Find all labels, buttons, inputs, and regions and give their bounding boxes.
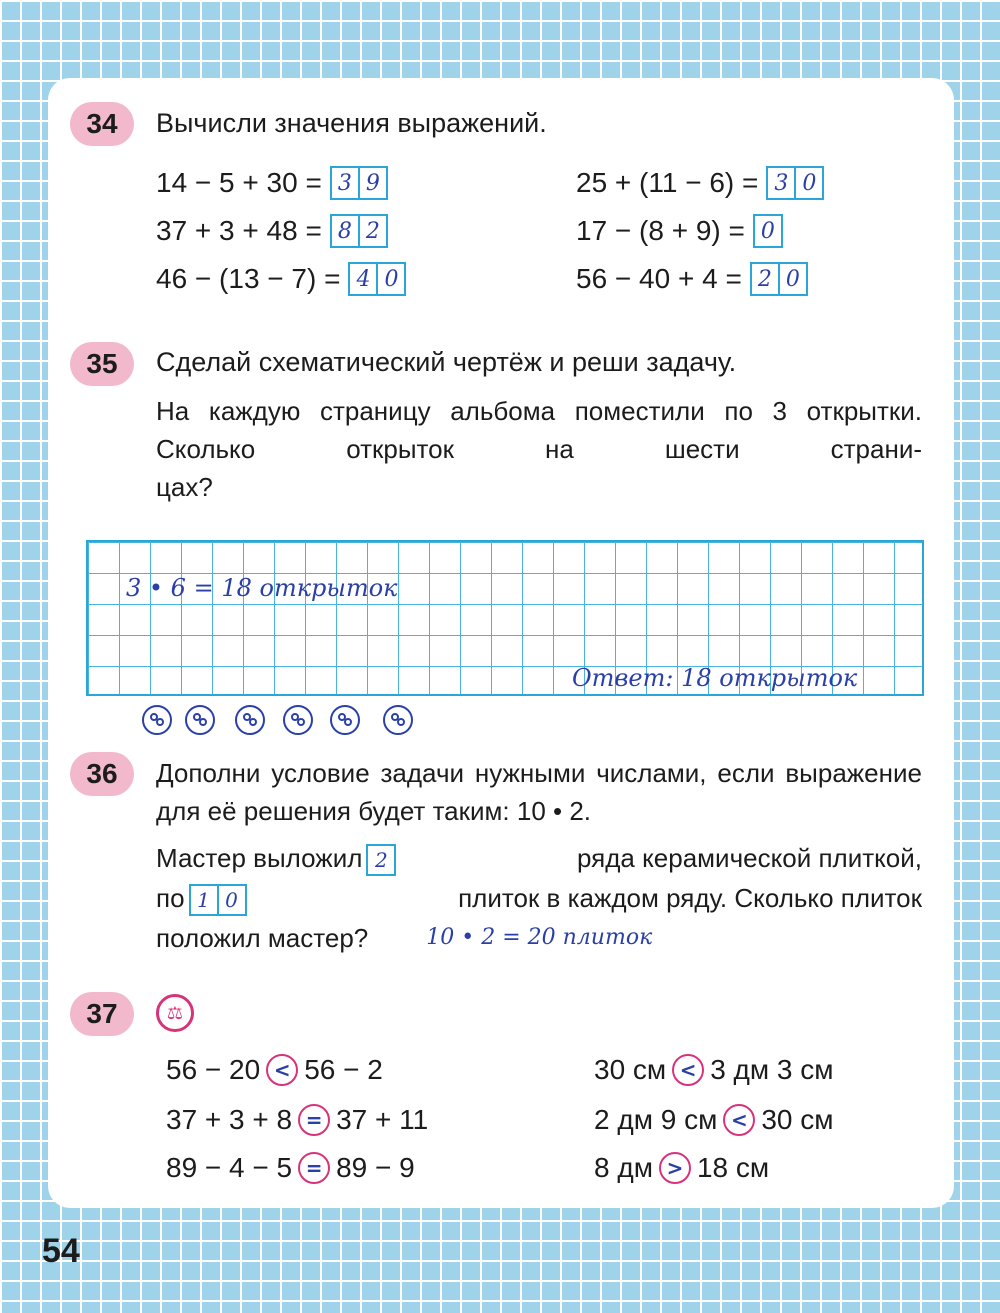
comparison-sign[interactable]: < (723, 1104, 755, 1136)
comparison-right: 30 см (761, 1104, 834, 1135)
condition-text: ряда керамической плиткой, (577, 843, 922, 873)
answer-digit: 2 (757, 266, 772, 292)
task-text: Дополни условие задачи нужными числами, если выражение для её решения будет таким: 10 • 2. (156, 758, 922, 826)
expression-text: 37 + 3 + 48 = (156, 215, 322, 246)
comparison-sign[interactable]: = (298, 1152, 330, 1184)
answer-digit: 2 (375, 848, 388, 873)
comparison-row (166, 1054, 383, 1086)
comparison-row (594, 1054, 834, 1086)
handwritten-solution: 3 • 6 = 18 открыток (126, 574, 398, 602)
comparison-right: 56 − 2 (304, 1054, 383, 1085)
task-number-badge: 34 (70, 102, 134, 146)
task-number-badge: 37 (70, 992, 134, 1036)
task-text-line: цах? (156, 472, 213, 502)
expression-text: 17 − (8 + 9) = (576, 215, 745, 246)
condition-text: по (156, 883, 185, 913)
task-condition (156, 838, 922, 958)
comparison-left: 37 + 3 + 8 (166, 1104, 293, 1135)
page-number: 54 (42, 1232, 80, 1270)
comparison-right: 89 − 9 (336, 1152, 415, 1183)
comparison-sign[interactable]: < (672, 1054, 704, 1086)
comparison-row (594, 1104, 834, 1136)
circles-sketch (140, 700, 430, 740)
answer-digit: 0 (376, 264, 404, 294)
answer-digit: 0 (794, 168, 822, 198)
answer-digit: 8 (337, 218, 352, 244)
answer-box[interactable] (330, 166, 388, 200)
expression-text: 46 − (13 − 7) = (156, 263, 341, 294)
answer-digit: 0 (217, 886, 245, 914)
comparison-left: 30 см (594, 1054, 667, 1085)
answer-digit: 2 (358, 216, 386, 246)
comparison-left: 89 − 4 − 5 (166, 1152, 293, 1183)
expression-row (156, 166, 388, 200)
answer-digit: 3 (774, 170, 789, 196)
task-title: Вычисли значения выражений. (156, 108, 547, 138)
comparison-row (166, 1104, 428, 1136)
comparison-left: 8 дм (594, 1152, 653, 1183)
expression-row (576, 262, 808, 296)
blank-box[interactable] (189, 884, 247, 916)
expression-row (156, 214, 388, 248)
comparison-row (166, 1152, 415, 1184)
scales-icon: ⚖ (156, 994, 194, 1032)
answer-digit: 0 (778, 264, 806, 294)
answer-box[interactable] (766, 166, 824, 200)
expression-row (576, 166, 824, 200)
expression-row (576, 214, 783, 248)
condition-text: плиток в каждом ряду. Сколько плиток (458, 883, 922, 913)
blank-box[interactable] (366, 844, 396, 876)
expression-text: 25 + (11 − 6) = (576, 167, 759, 198)
comparison-sign[interactable]: < (266, 1054, 298, 1086)
answer-box[interactable] (750, 262, 808, 296)
comparison-left: 56 − 20 (166, 1054, 261, 1085)
comparison-row (594, 1152, 769, 1184)
task-number-badge: 35 (70, 342, 134, 386)
comparison-right: 3 дм 3 см (710, 1054, 834, 1085)
comparison-left: 2 дм 9 см (594, 1104, 718, 1135)
handwritten-solution: 10 • 2 = 20 плиток (426, 925, 653, 950)
comparison-sign[interactable]: > (659, 1152, 691, 1184)
task-title: Сделай схематический чертёж и реши задачу. (156, 347, 737, 377)
answer-digit: 1 (197, 888, 210, 913)
answer-digit: 0 (760, 218, 775, 244)
handwritten-answer: Ответ: 18 открыток (572, 664, 858, 692)
answer-box[interactable] (348, 262, 406, 296)
expression-row (156, 262, 406, 296)
answer-box[interactable] (330, 214, 388, 248)
comparison-sign[interactable]: = (298, 1104, 330, 1136)
expression-text: 56 − 40 + 4 = (576, 263, 742, 294)
answer-digit: 3 (337, 170, 352, 196)
expression-text: 14 − 5 + 30 = (156, 167, 322, 198)
comparison-right: 37 + 11 (336, 1104, 429, 1135)
task-text-line: На каждую страницу альбома поместили по 3 открытки. Сколько открыток на шести страни- (156, 396, 922, 464)
answer-box[interactable] (753, 214, 783, 248)
answer-digit: 4 (356, 266, 371, 292)
condition-text: положил мастер? (156, 923, 369, 953)
task-text (156, 392, 922, 506)
comparison-right: 18 см (696, 1152, 770, 1183)
answer-digit: 9 (358, 168, 386, 198)
condition-text: Мастер выложил (156, 843, 363, 873)
task-number-badge: 36 (70, 752, 134, 796)
